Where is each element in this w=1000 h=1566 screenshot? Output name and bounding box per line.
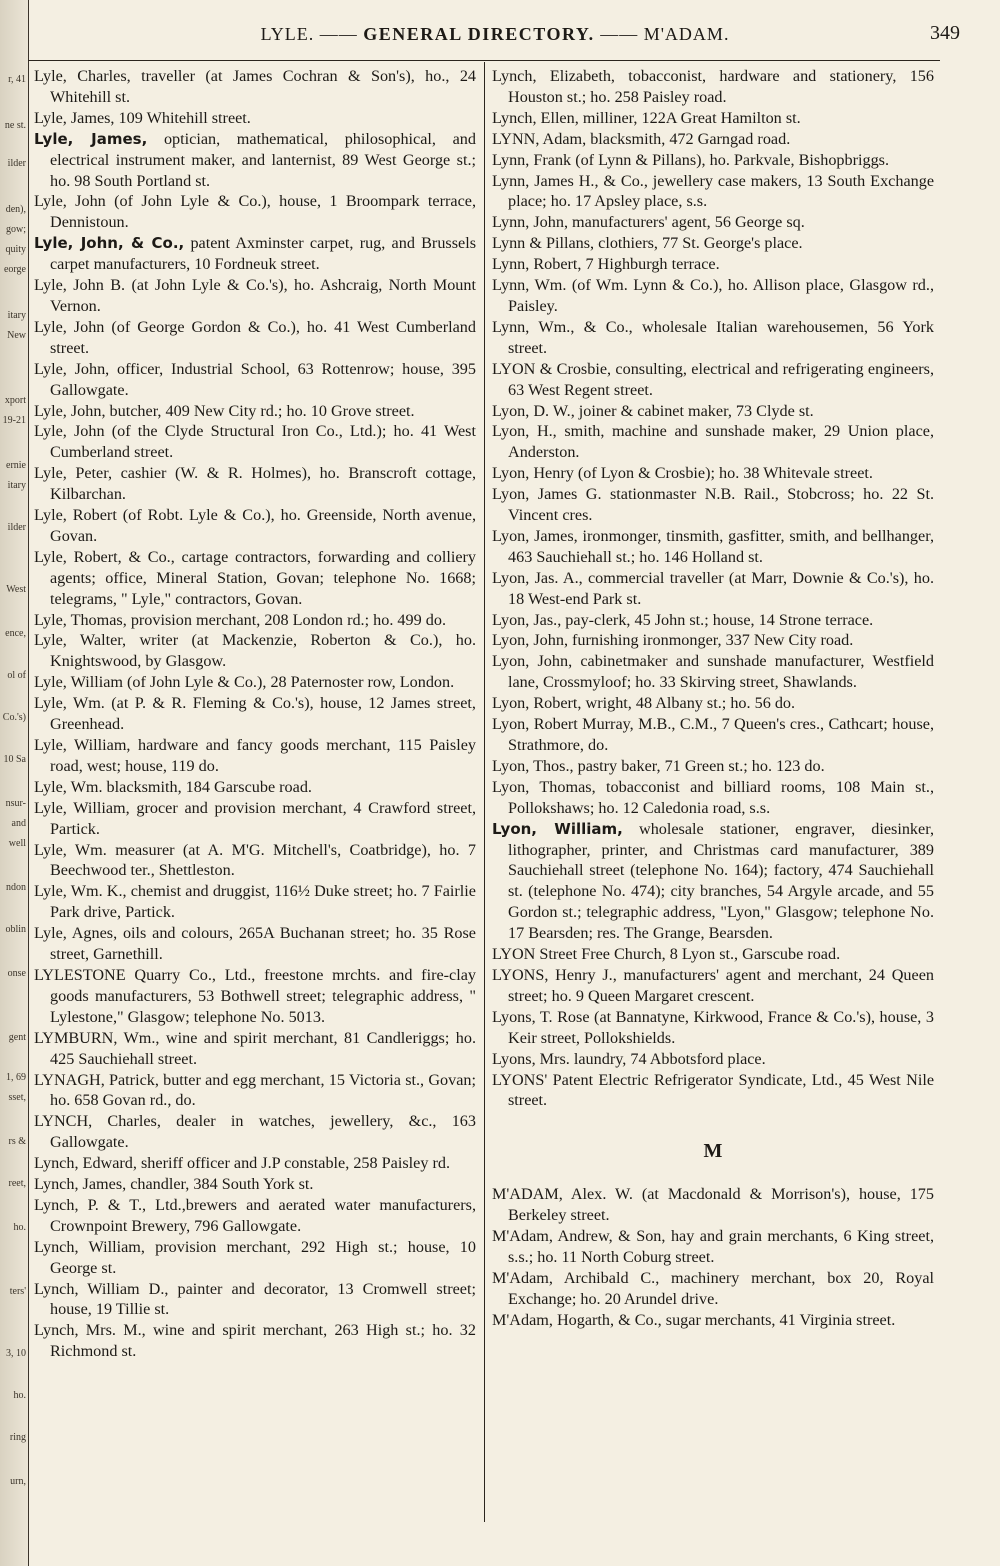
entry-details: optician, mathematical, philosophical, and electrical instrument maker, and lanternist, 89 West George st.; ho. 98 South Portland st.: [50, 129, 476, 190]
entry-name: Lyon, William,: [492, 819, 623, 838]
gutter-text-fragment: gow;: [6, 224, 26, 235]
directory-entry: [34, 401, 476, 422]
entry-details: provision merchant, 292 High st.; house, 10 George st.: [50, 1237, 476, 1277]
directory-entry: [34, 965, 476, 1028]
directory-entry: [492, 108, 934, 129]
entry-details: wine and spirit merchant, 263 High st.; ho. 32 Richmond st.: [50, 1321, 476, 1361]
entry-details: wholesale Italian warehousemen, 56 York street.: [508, 317, 934, 357]
entry-name: Lynch, Elizabeth,: [492, 67, 615, 85]
entry-details: (at John Lyle & Co.'s), ho. Ashcraig, North Mount Vernon.: [50, 276, 476, 315]
directory-entry: [34, 672, 476, 693]
gutter-text-fragment: onse: [7, 968, 26, 979]
entry-details: furnishing ironmonger, 337 New City road.: [568, 631, 854, 650]
directory-entry: [492, 777, 934, 819]
directory-entry: [492, 129, 934, 150]
entry-details: painter and decorator, 13 Cromwell street; house, 19 Tillie st.: [50, 1279, 476, 1319]
gutter-text-fragment: sset,: [8, 1092, 26, 1103]
directory-entry: [34, 1153, 476, 1174]
directory-entry: [492, 819, 934, 944]
entry-details: wright, 48 Albany st.; ho. 56 do.: [581, 694, 796, 713]
gutter-text-fragment: West: [6, 584, 26, 595]
gutter-text-fragment: well: [8, 838, 26, 849]
directory-entry: [34, 923, 476, 965]
entry-name: Lyon, Jas.,: [492, 610, 562, 629]
directory-entry: [492, 1007, 934, 1049]
gutter-text-fragment: den),: [5, 204, 26, 215]
entry-name: Lyon, Thos.,: [492, 756, 574, 775]
column-divider: [484, 62, 485, 1522]
entry-details: provision merchant, 208 London rd.; ho. 499 do.: [126, 610, 446, 629]
gutter-text-fragment: 10 Sa: [3, 754, 26, 765]
entry-details: blacksmith, 184 Garscube road.: [102, 777, 312, 796]
entry-details: measurer (at A. M'G. Mitchell's, Coatbridge), ho. 7 Beechwood ter., Shettleston.: [50, 840, 476, 880]
entry-name: Lynn, John,: [492, 213, 568, 232]
entry-details: oils and colours, 265A Buchanan street; ho. 35 Rose street, Garnethill.: [50, 924, 476, 964]
directory-entry: [34, 1070, 476, 1112]
entry-name: Lyle, Thomas,: [34, 610, 127, 629]
entry-details: clothiers, 77 St. George's place.: [594, 234, 803, 253]
entry-name: Lynch, James,: [34, 1175, 127, 1194]
right-column: [492, 66, 934, 1331]
directory-entry: [492, 630, 934, 651]
entry-name: Lyons, Mrs.: [492, 1049, 570, 1068]
entry-details: joiner & cabinet maker, 73 Clyde st.: [574, 401, 814, 420]
directory-entry: [492, 1310, 934, 1331]
entry-name: Lynn, Wm.: [492, 276, 567, 295]
directory-entry: [34, 840, 476, 882]
directory-entry: [492, 484, 934, 526]
entry-name: Lyle, William,: [34, 798, 130, 817]
entry-name: Lyon, D. W.,: [492, 401, 575, 420]
directory-entry: [492, 714, 934, 756]
entry-details: (of John Lyle & Co.), 28 Paternoster row, London.: [122, 673, 455, 692]
entry-name: Lyle, Wm.: [34, 840, 107, 859]
entry-name: Lynn, Robert,: [492, 255, 582, 274]
gutter-text-fragment: ne st.: [4, 120, 26, 131]
entry-details: Patent Electric Refrigerator Syndicate, Ltd., 45 West Nile street.: [508, 1070, 934, 1110]
entry-name: Lyon, Henry: [492, 464, 574, 483]
entry-details: writer (at Mackenzie, Roberton & Co.), ho. Knightswood, by Glasgow.: [50, 631, 477, 671]
entry-name: Lyle, William: [34, 673, 123, 692]
entry-details: cashier (W. & R. Holmes), ho. Branscroft cottage, Kilbarchan.: [50, 464, 476, 504]
running-title-left: LYLE.: [260, 24, 315, 44]
entry-details: stationmaster N.B. Rail., Stobcross; ho. 22 St. Vincent cres.: [508, 485, 934, 525]
entry-details: Street Free Church, 8 Lyon st., Garscube road.: [535, 945, 841, 964]
entry-name: Lyle, John,: [34, 359, 110, 378]
directory-entry: [34, 1028, 476, 1070]
entry-details: tobacconist, hardware and stationery, 156 Houston st.; ho. 258 Paisley road.: [508, 67, 934, 106]
entry-name: Lyle, James,: [34, 108, 115, 127]
entry-name: Lyle, Wm.: [34, 777, 103, 796]
entry-name: M'Adam, Andrew, & Son,: [492, 1227, 666, 1246]
entry-details: sugar merchants, 41 Virginia street.: [661, 1310, 896, 1329]
directory-entry: [34, 1237, 476, 1279]
entry-name: Lyon, James,: [492, 526, 578, 545]
entry-name: Lynn, Frank: [492, 150, 572, 169]
entry-details: traveller (at James Cochran & Son's), ho., 24 Whitehill st.: [50, 67, 477, 106]
directory-entry: [34, 66, 476, 108]
directory-entry: [34, 275, 476, 317]
entry-name: Lyle, John B.: [34, 276, 126, 295]
directory-entry: [34, 505, 476, 547]
entry-name: LYON: [492, 945, 536, 964]
entry-details: milliner, 122A Great Hamilton st.: [578, 108, 801, 127]
entry-details: cabinetmaker and sunshade manufacturer, Westfield lane, Crossmyloof; ho. 33 Skirving street, Shawlands.: [508, 652, 934, 692]
entry-details: (of John Lyle & Co.), house, 1 Broompark terrace, Dennistoun.: [50, 192, 476, 232]
directory-entry: [34, 191, 476, 233]
gutter-text-fragment: New: [7, 330, 26, 341]
entry-details: pastry baker, 71 Green st.; ho. 123 do.: [573, 756, 825, 775]
directory-entry: [492, 171, 934, 213]
entry-name: Lyle, Walter,: [34, 631, 127, 650]
directory-entry: [492, 254, 934, 275]
entry-name: LYNCH, Charles,: [34, 1112, 161, 1131]
header-rule: [28, 60, 940, 61]
entry-details: officer, Industrial School, 63 Rottenrow; house, 395 Gallowgate.: [50, 359, 476, 399]
entry-name: Lynn & Pillans,: [492, 234, 595, 253]
gutter-text-fragment: itary: [7, 310, 26, 321]
directory-entry: [34, 1320, 476, 1362]
directory-entry: [492, 233, 934, 254]
entry-details: butter and egg merchant, 15 Victoria st., Govan; ho. 658 Govan rd., do.: [50, 1070, 476, 1110]
entry-details: dealer in watches, jewellery, &c., 163 Gallowgate.: [50, 1112, 476, 1152]
entry-name: Lyle, Charles,: [34, 67, 131, 85]
entry-details: blacksmith, 472 Garngad road.: [586, 129, 791, 148]
gutter-text-fragment: oblin: [5, 924, 26, 935]
entry-details: brewers and aerated water manufacturers, Crownpoint Brewery, 796 Gallowgate.: [50, 1195, 476, 1235]
directory-entry: [492, 693, 934, 714]
entry-name: Lynn, Wm., & Co.,: [492, 317, 633, 336]
left-column: [34, 66, 476, 1362]
gutter-text-fragment: ilder: [7, 158, 26, 169]
directory-entry: [34, 630, 476, 672]
directory-entry: [492, 568, 934, 610]
directory-entry: [492, 317, 934, 359]
directory-entry: [34, 1111, 476, 1153]
entry-name: Lyon, Thomas,: [492, 777, 596, 796]
entry-name: Lyle, John: [34, 422, 105, 441]
entry-details: (of Lynn & Pillans), ho. Parkvale, Bishopbriggs.: [571, 150, 890, 169]
entry-details: grocer and provision merchant, 4 Crawford street, Partick.: [50, 798, 477, 838]
gutter-text-fragment: ring: [9, 1432, 26, 1443]
entry-name: Lynch, William,: [34, 1237, 145, 1256]
directory-entry: [492, 756, 934, 777]
entry-details: (at Macdonald & Morrison's), house, 175 Berkeley street.: [508, 1185, 934, 1225]
entry-details: laundry, 74 Abbotsford place.: [569, 1049, 766, 1068]
gutter-text-fragment: ndon: [6, 882, 26, 893]
entry-details: manufacturers' agent, 56 George sq.: [568, 213, 805, 232]
directory-entry: [34, 1195, 476, 1237]
entry-name: Lyle, Agnes,: [34, 924, 118, 943]
entry-details: hardware and fancy goods merchant, 115 Paisley road, west; house, 119 do.: [50, 736, 476, 775]
gutter-text-fragment: eorge: [3, 264, 26, 275]
entry-name: Lyon, Robert,: [492, 694, 582, 713]
entry-name: Lynch, P. & T., Ltd.,: [34, 1195, 186, 1214]
gutter-text-fragment: quity: [5, 244, 26, 255]
gutter-text-fragment: ho.: [13, 1390, 26, 1401]
gutter-text-fragment: reet,: [8, 1178, 26, 1189]
directory-entry: [492, 66, 934, 108]
entry-details: M.B., C.M., 7 Queen's cres., Cathcart; house, Strathmore, do.: [508, 715, 935, 754]
directory-entry: [34, 693, 476, 735]
entry-name: Lyle, Wm. K.,: [34, 882, 127, 901]
entry-name: Lynch, William D.,: [34, 1279, 169, 1298]
directory-entry: [492, 421, 934, 463]
entry-name: Lyon, Robert Murray,: [492, 715, 634, 734]
entry-name: LYONS, Henry J.,: [492, 965, 617, 984]
entry-details: sheriff officer and J.P constable, 258 Paisley rd.: [136, 1154, 450, 1173]
entry-name: Lyle, James,: [34, 129, 148, 148]
gutter-text-fragment: itary: [7, 480, 26, 491]
directory-entry: [492, 359, 934, 401]
entry-name: LYONS': [492, 1070, 548, 1089]
directory-entry: [492, 1226, 934, 1268]
entry-name: Lyle, Robert: [34, 506, 117, 525]
gutter-text-fragment: ho.: [13, 1222, 26, 1233]
gutter-text-fragment: rs &: [8, 1136, 26, 1147]
entry-name: Lyons, T. Rose: [492, 1007, 590, 1026]
entry-details: pay-clerk, 45 John st.; house, 14 Strone terrace.: [561, 610, 874, 629]
gutter-text-fragment: 19-21: [2, 415, 26, 426]
running-title-middle: GENERAL DIRECTORY.: [363, 24, 595, 44]
section-letter-heading: M: [703, 1140, 723, 1163]
directory-entry: [34, 108, 476, 129]
entry-name: Lyle, Robert, & Co.,: [34, 547, 175, 566]
entry-name: M'Adam, Hogarth, & Co.,: [492, 1310, 662, 1329]
directory-entry: [492, 212, 934, 233]
entry-name: M'ADAM, Alex. W.: [492, 1185, 633, 1204]
directory-entry: [34, 881, 476, 923]
running-title-right: M'ADAM.: [643, 24, 730, 44]
entry-details: chandler, 384 South York st.: [126, 1175, 314, 1194]
directory-entry: [34, 547, 476, 610]
entry-name: Lyle, Peter,: [34, 464, 113, 483]
entry-name: Lynch, Edward,: [34, 1154, 137, 1173]
directory-entry: [492, 610, 934, 631]
entry-name: Lyle, John, & Co.,: [34, 234, 185, 253]
page-header: [30, 22, 960, 52]
entry-details: manufacturers' agent and merchant, 24 Queen street; ho. 9 Queen Margaret crescent.: [508, 965, 934, 1005]
entry-name: Lyon, H.,: [492, 422, 557, 441]
entry-details: jewellery case makers, 13 South Exchange place; ho. 17 Apsley place, s.s.: [508, 171, 934, 211]
entry-name: LYLESTONE: [34, 965, 126, 984]
entry-name: Lynch, Mrs. M.,: [34, 1321, 146, 1340]
gutter-text-fragment: urn,: [10, 1476, 26, 1487]
gutter-text-fragment: r, 41: [8, 74, 26, 85]
entry-details: (of Wm. Lynn & Co.), ho. Allison place, Glasgow rd., Paisley.: [508, 276, 934, 315]
gutter-text-fragment: ters': [9, 1286, 26, 1297]
entry-name: Lynch, Ellen,: [492, 108, 579, 127]
entry-name: Lyle, John: [34, 192, 106, 211]
gutter-text-fragment: ol of: [7, 670, 26, 681]
gutter-text-fragment: 1, 69: [6, 1072, 26, 1083]
directory-entry: [492, 463, 934, 484]
directory-entry: [492, 1268, 934, 1310]
directory-entry: [492, 944, 934, 965]
entry-details: hay and grain merchants, 6 King street, s.s.; ho. 11 North Coburg street.: [508, 1227, 934, 1266]
entry-details: (of Lyon & Crosbie); ho. 38 Whitevale street.: [573, 464, 873, 483]
entry-details: butcher, 409 New City rd.; ho. 10 Grove street.: [105, 401, 415, 420]
directory-entry: [34, 129, 476, 192]
directory-entry: [34, 798, 476, 840]
directory-entry: [34, 421, 476, 463]
entry-details: (of George Gordon & Co.), ho. 41 West Cumberland street.: [50, 317, 476, 357]
gutter-text-fragment: 3, 10: [6, 1348, 26, 1359]
entry-details: wine and spirit merchant, 81 Candleriggs; ho. 425 Sauchiehall street.: [50, 1028, 477, 1068]
directory-entry: [34, 317, 476, 359]
gutter-text-fragment: and: [11, 818, 26, 829]
entry-name: Lynn, James H., & Co.,: [492, 171, 648, 190]
entry-details: commercial traveller (at Marr, Downie & Co.'s), ho. 18 West-end Park st.: [508, 568, 934, 608]
binding-gutter: [0, 0, 29, 1566]
entry-details: (at P. & R. Fleming & Co.'s), house, 12 James street, Greenhead.: [50, 694, 476, 734]
gutter-text-fragment: xport: [4, 395, 26, 406]
entry-details: consulting, electrical and refrigerating engineers, 63 West Regent street.: [508, 359, 934, 399]
entry-name: Lyle, William,: [34, 736, 131, 754]
gutter-text-fragment: ilder: [7, 522, 26, 533]
directory-entry: [34, 359, 476, 401]
entry-details: ironmonger, tinsmith, gasfitter, smith, and bellhanger, 463 Sauchiehall st.; ho. 146 Holland st.: [508, 526, 934, 566]
entry-name: LYMBURN, Wm.,: [34, 1028, 160, 1047]
entry-name: Lyle, John,: [34, 401, 106, 420]
entry-name: Lyon, James G.: [492, 485, 602, 504]
entry-details: (of Robt. Lyle & Co.), ho. Greenside, North avenue, Govan.: [50, 506, 476, 545]
directory-entry: [34, 1279, 476, 1321]
entry-name: Lyon, John,: [492, 652, 573, 671]
directory-entry: [34, 233, 476, 275]
gutter-text-fragment: Co.'s): [2, 712, 26, 723]
directory-entry: [492, 651, 934, 693]
entry-details: 109 Whitehill street.: [114, 108, 251, 127]
gutter-text-fragment: nsur-: [5, 798, 26, 809]
directory-entry: [34, 610, 476, 631]
entry-details: wholesale stationer, engraver, diesinker, lithographer, printer, and Christmas card manufacturer, 389 Sauchiehall street (telephone No. 164); factory, 474 Sauchiehall st. (telephone No. 474); city branches, 54 Argyle arcade, and 55 Gordon st.; telegraphic address, "Lyon," Glasgow; telephone No. 17 Bearsden; res. The Grange, Bearsden.: [508, 819, 934, 943]
gutter-text-fragment: ence,: [5, 628, 26, 639]
entry-name: Lyon, John,: [492, 631, 568, 650]
directory-entry: [492, 150, 934, 171]
directory-entry: [492, 275, 934, 317]
entry-details: smith, machine and sunshade maker, 29 Union place, Anderston.: [508, 422, 934, 462]
gutter-text-fragment: ernie: [6, 460, 26, 471]
page-number: 349: [930, 22, 960, 44]
directory-entry: [492, 1049, 934, 1070]
entry-details: (at Bannatyne, Kirkwood, France & Co.'s), house, 3 Keir street, Pollokshields.: [508, 1007, 934, 1047]
directory-entry: [34, 777, 476, 798]
directory-entry: [492, 401, 934, 422]
entry-name: Lyle, Wm.: [34, 694, 105, 713]
running-title: LYLE. —— GENERAL DIRECTORY. —— M'ADAM.: [260, 24, 730, 44]
directory-entry: [492, 526, 934, 568]
entry-name: LYNAGH, Patrick,: [34, 1070, 159, 1089]
directory-entry: [492, 1184, 934, 1226]
gutter-text-fragment: gent: [8, 1032, 26, 1043]
entry-name: Lyle, John: [34, 317, 105, 336]
entry-details: (of the Clyde Structural Iron Co., Ltd.); ho. 41 West Cumberland street.: [50, 422, 476, 462]
entry-details: machinery merchant, box 20, Royal Exchange; ho. 20 Arundel drive.: [508, 1268, 935, 1308]
entry-details: chemist and druggist, 116½ Duke street; ho. 7 Fairlie Park drive, Partick.: [50, 882, 476, 922]
entry-name: M'Adam, Archibald C.,: [492, 1268, 660, 1287]
entry-details: patent Axminster carpet, rug, and Brussels carpet manufacturers, 10 Fordneuk street.: [50, 234, 476, 274]
directory-entry: [34, 463, 476, 505]
entry-details: cartage contractors, forwarding and colliery agents; office, Mineral Station, Govan; telephone No. 1668; telegrams, " Lyle," contractors, Govan.: [50, 547, 476, 608]
entry-name: LYON & Crosbie,: [492, 359, 612, 378]
directory-entry: [492, 965, 934, 1007]
entry-name: Lyon, Jas. A.,: [492, 568, 583, 587]
entry-details: Quarry Co., Ltd., freestone mrchts. and fire-clay goods manufacturers, 53 Bothwell street; telegraphic address, " Lylestone," Glasgow; telephone No. 5013.: [50, 965, 476, 1026]
entry-details: 7 Highburgh terrace.: [581, 255, 720, 274]
entry-details: tobacconist and billiard rooms, 108 Main st., Pollokshaws; ho. 12 Caledonia road, s.s.: [508, 777, 935, 817]
entry-name: LYNN, Adam,: [492, 129, 587, 148]
directory-entry: [34, 1174, 476, 1195]
directory-entry: [34, 735, 476, 777]
directory-entry: [492, 1070, 934, 1112]
